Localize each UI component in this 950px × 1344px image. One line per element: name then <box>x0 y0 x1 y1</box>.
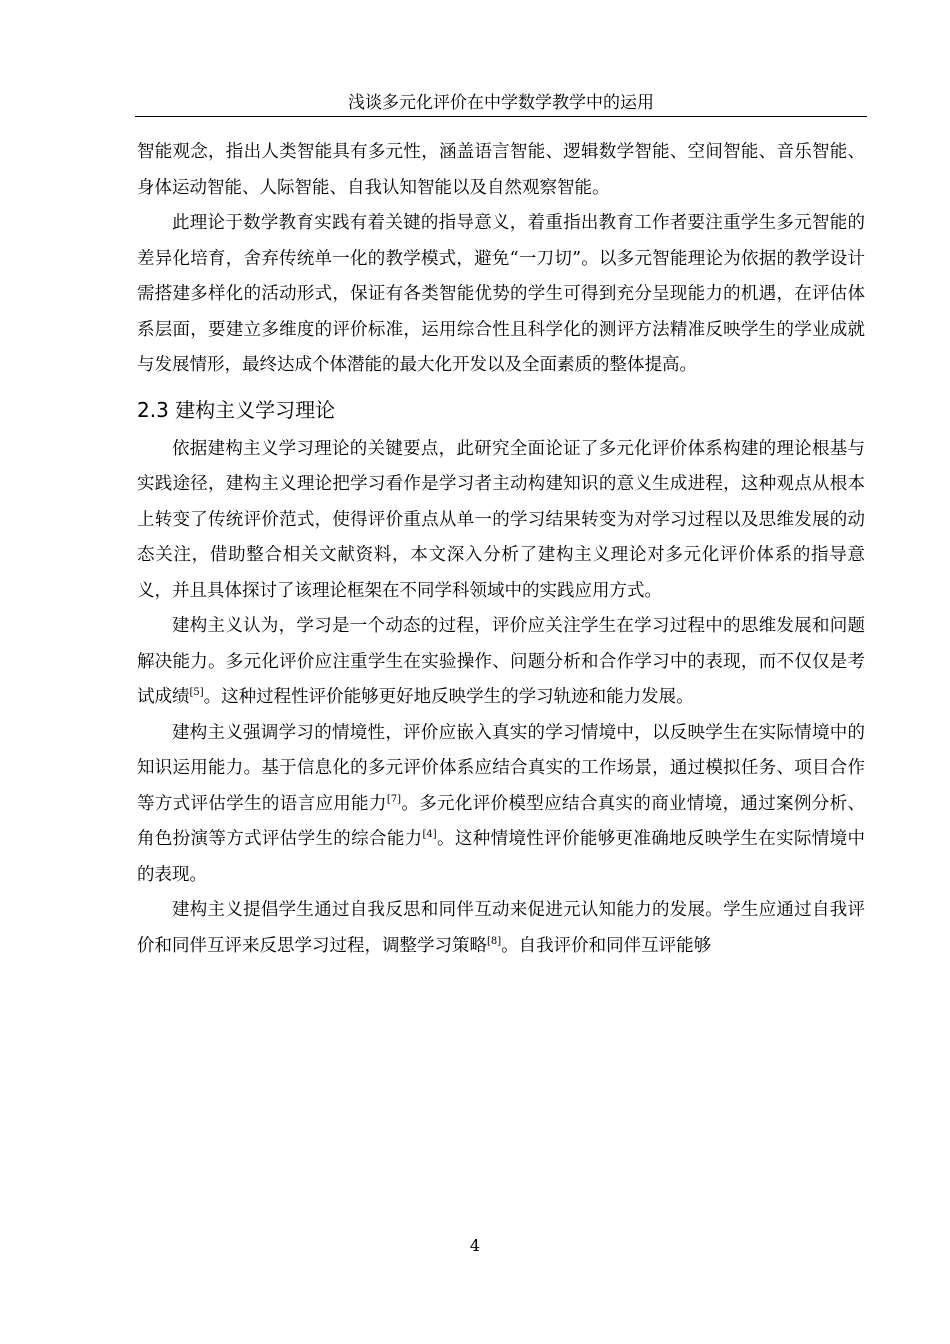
paragraph-text: 建构主义强调学习的情境性，评价应嵌入真实的学习情境中，以反映学生在实际情境中的知识运用能力。基于信息化的多元评价体系应结合真实的工作场景，通过模拟任务、项目合作等方式评估学生的语言应用能力 <box>137 722 865 814</box>
paragraph-multiple-intelligence-significance: 此理论于数学教育实践有着关键的指导意义，着重指出教育工作者要注重学生多元智能的差异化培育，舍弃传统单一化的教学模式，避免“一刀切”。以多元智能理论为依据的教学设计需搭建多样化的活动形式，保证有各类智能优势的学生可得到充分呈现能力的机遇，在评估体系层面，要建立多维度的评价标准，运用综合性且科学化的测评方法精准反映学生的学业成就与发展情形，最终达成个体潜能的最大化开发以及全面素质的整体提高。 <box>137 213 865 375</box>
paragraph-text: 。这种过程性评价能够更好地反映学生的学习轨迹和能力发展。 <box>203 687 694 707</box>
citation-ref: [7] <box>386 793 402 805</box>
paragraph-metacognition <box>137 893 865 964</box>
header-divider <box>135 116 867 117</box>
citation-ref: [4] <box>422 829 437 840</box>
paragraph-text: 。这种情境性评价能够更准确地反映学生在实际情境中的表现。 <box>137 829 865 885</box>
running-header-title: 浅谈多元化评价在中学数学教学中的运用 <box>348 93 654 113</box>
page-number: 4 <box>469 1236 481 1255</box>
paragraph-text: 。自我评价和同伴互评能够 <box>501 935 712 956</box>
paragraph-text: 建构主义提倡学生通过自我反思和同伴互动来促进元认知能力的发展。学生应通过自我评价和同伴互评来反思学习过程，调整学习策略 <box>137 900 865 956</box>
paragraph-process-evaluation <box>137 609 865 716</box>
section-heading: 2.3 建构主义学习理论 <box>137 397 336 422</box>
paragraph-text: 。多元化评价模型应结合真实的商业情境，通过案例分析、角色扮演等方式评估学生的综合能力 <box>137 793 866 849</box>
paragraph-continued: 智能观念，指出人类智能具有多元性，涵盖语言智能、逻辑数学智能、空间智能、音乐智能、身体运动智能、人际智能、自我认知智能以及自然观察智能。 <box>137 142 865 198</box>
paragraph-situated-evaluation <box>137 716 865 894</box>
paragraph-constructivism-overview: 依据建构主义学习理论的关键要点，此研究全面论证了多元化评价体系构建的理论根基与实践途径，建构主义理论把学习看作是学习者主动构建知识的意义生成进程，这种观点从根本上转变了传统评价范式，使得评价重点从单一的学习结果转变为对学习过程以及思维发展的动态关注，借助整合相关文献资料，本文深入分析了建构主义理论对多元化评价体系的指导意义，并且具体探讨了该理论框架在不同学科领域中的实践应用方式。 <box>137 438 865 601</box>
citation-ref: [5] <box>189 687 204 698</box>
citation-ref: [8] <box>487 935 502 947</box>
paragraph-text: 建构主义认为，学习是一个动态的过程，评价应关注学生在学习过程中的思维发展和问题解决能力。多元化评价应注重学生在实验操作、问题分析和合作学习中的表现，而不仅仅是考试成绩 <box>137 616 865 707</box>
document-body <box>137 135 865 964</box>
